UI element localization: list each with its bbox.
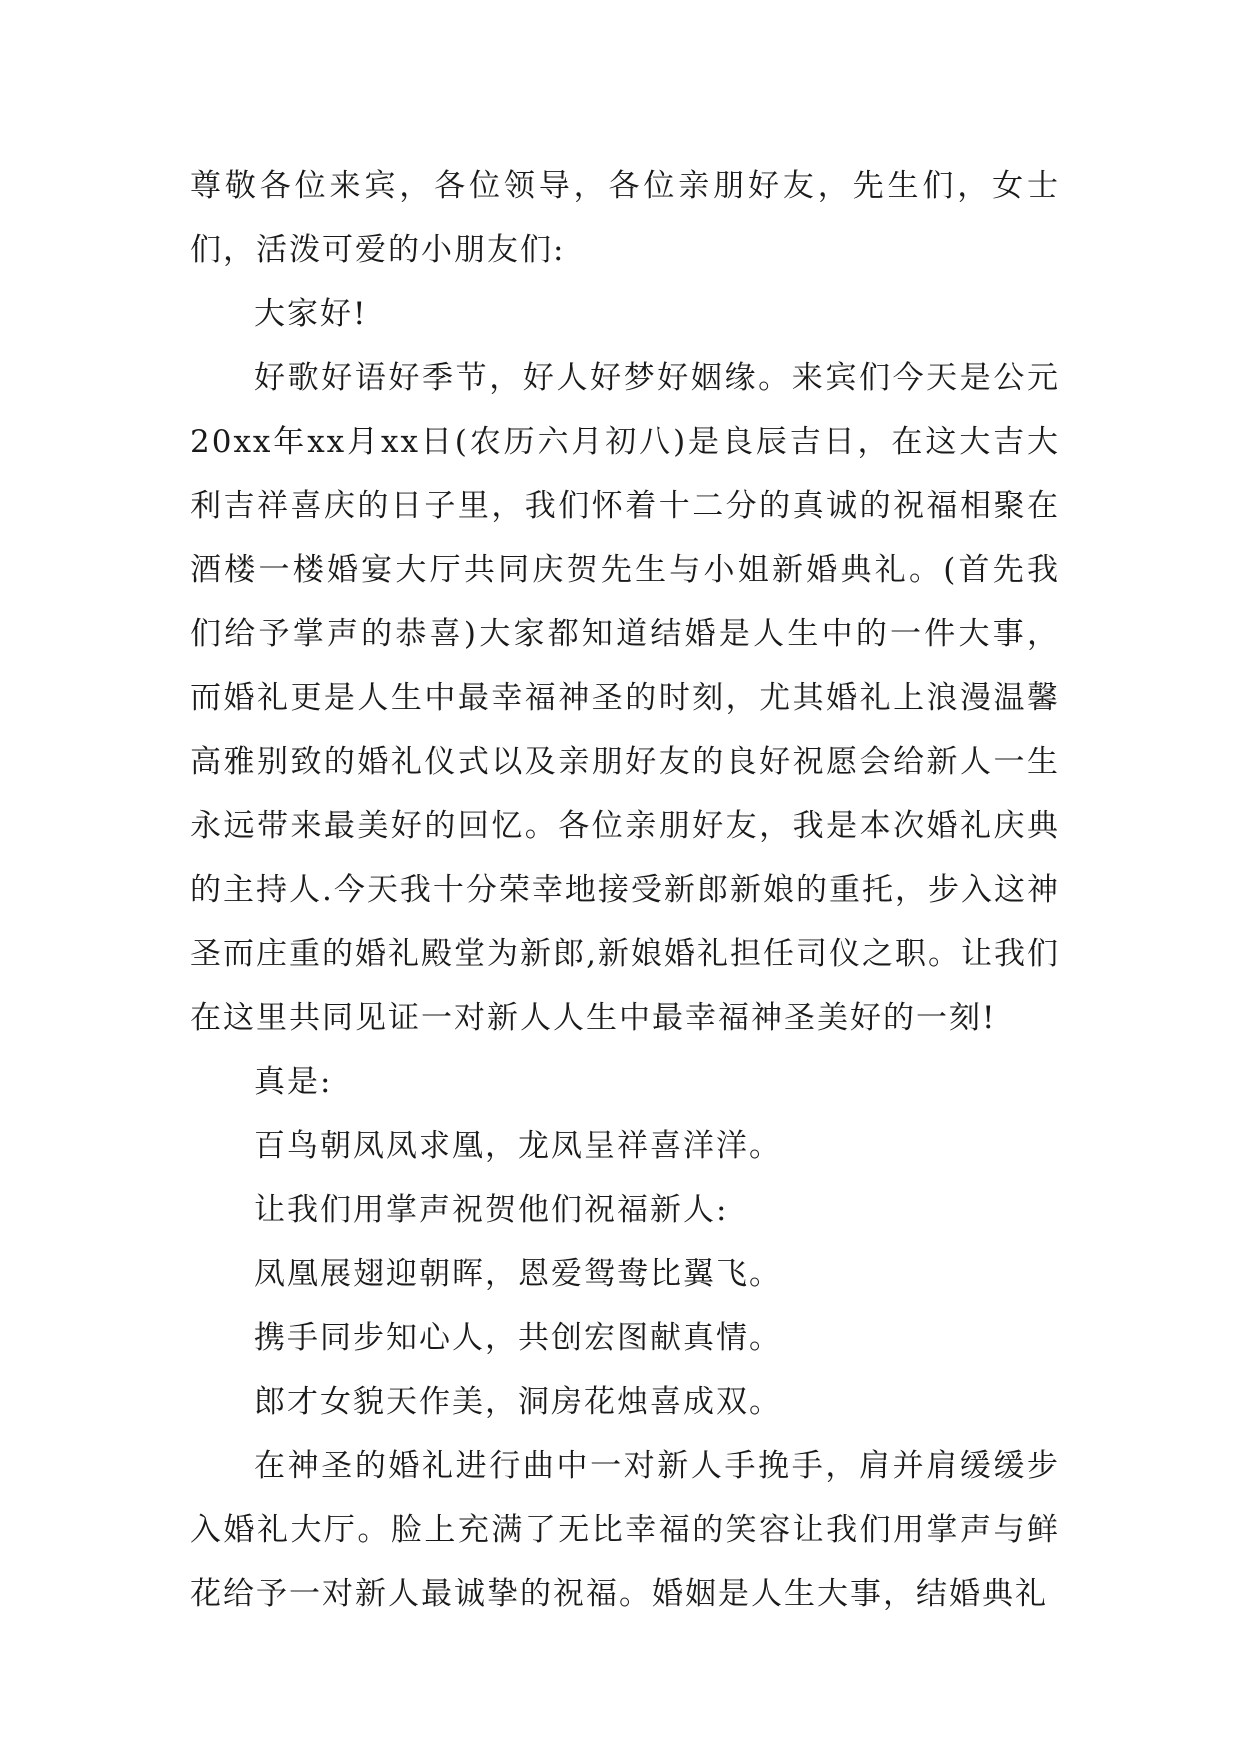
paragraph-greeting-audience: 尊敬各位来宾，各位领导，各位亲朋好友，先生们，女士们，活泼可爱的小朋友们:	[190, 168, 1060, 268]
verse-line-1: 百鸟朝凤凤求凰，龙凤呈祥喜洋洋。	[254, 1128, 782, 1164]
paragraph-entrance: 在神圣的婚礼进行曲中一对新人手挽手，肩并肩缓缓步入婚礼大厅。脸上充满了无比幸福的笑容让我们用掌声与鲜花给予一对新人最诚挚的祝福。婚姻是人生大事，结婚典礼	[190, 1448, 1060, 1612]
verse-line-4: 携手同步知心人，共创宏图献真情。	[254, 1320, 782, 1356]
verse-line-3: 凤凰展翅迎朝晖，恩爱鸳鸯比翼飞。	[254, 1256, 782, 1292]
paragraph-intro-verse: 真是:	[254, 1064, 333, 1100]
verse-line-5: 郎才女貌天作美，洞房花烛喜成双。	[254, 1384, 782, 1420]
verse-line-2: 让我们用掌声祝贺他们祝福新人:	[254, 1192, 729, 1228]
paragraph-opening-speech: 好歌好语好季节，好人好梦好姻缘。来宾们今天是公元20xx年xx月xx日(农历六月初八)是良辰吉日，在这大吉大利吉祥喜庆的日子里，我们怀着十二分的真诚的祝福相聚在酒楼一楼婚宴大厅共同庆贺先生与小姐新婚典礼。(首先我们给予掌声的恭喜)大家都知道结婚是人生中的一件大事，而婚礼更是人生中最幸福神圣的时刻，尤其婚礼上浪漫温馨高雅别致的婚礼仪式以及亲朋好友的良好祝愿会给新人一生永远带来最美好的回忆。各位亲朋好友，我是本次婚礼庆典的主持人.今天我十分荣幸地接受新郎新娘的重托，步入这神圣而庄重的婚礼殿堂为新郎,新娘婚礼担任司仪之职。让我们在这里共同见证一对新人人生中最幸福神圣美好的一刻!	[190, 360, 1060, 1036]
paragraph-hello: 大家好!	[254, 296, 368, 332]
document-body	[190, 154, 1060, 1626]
